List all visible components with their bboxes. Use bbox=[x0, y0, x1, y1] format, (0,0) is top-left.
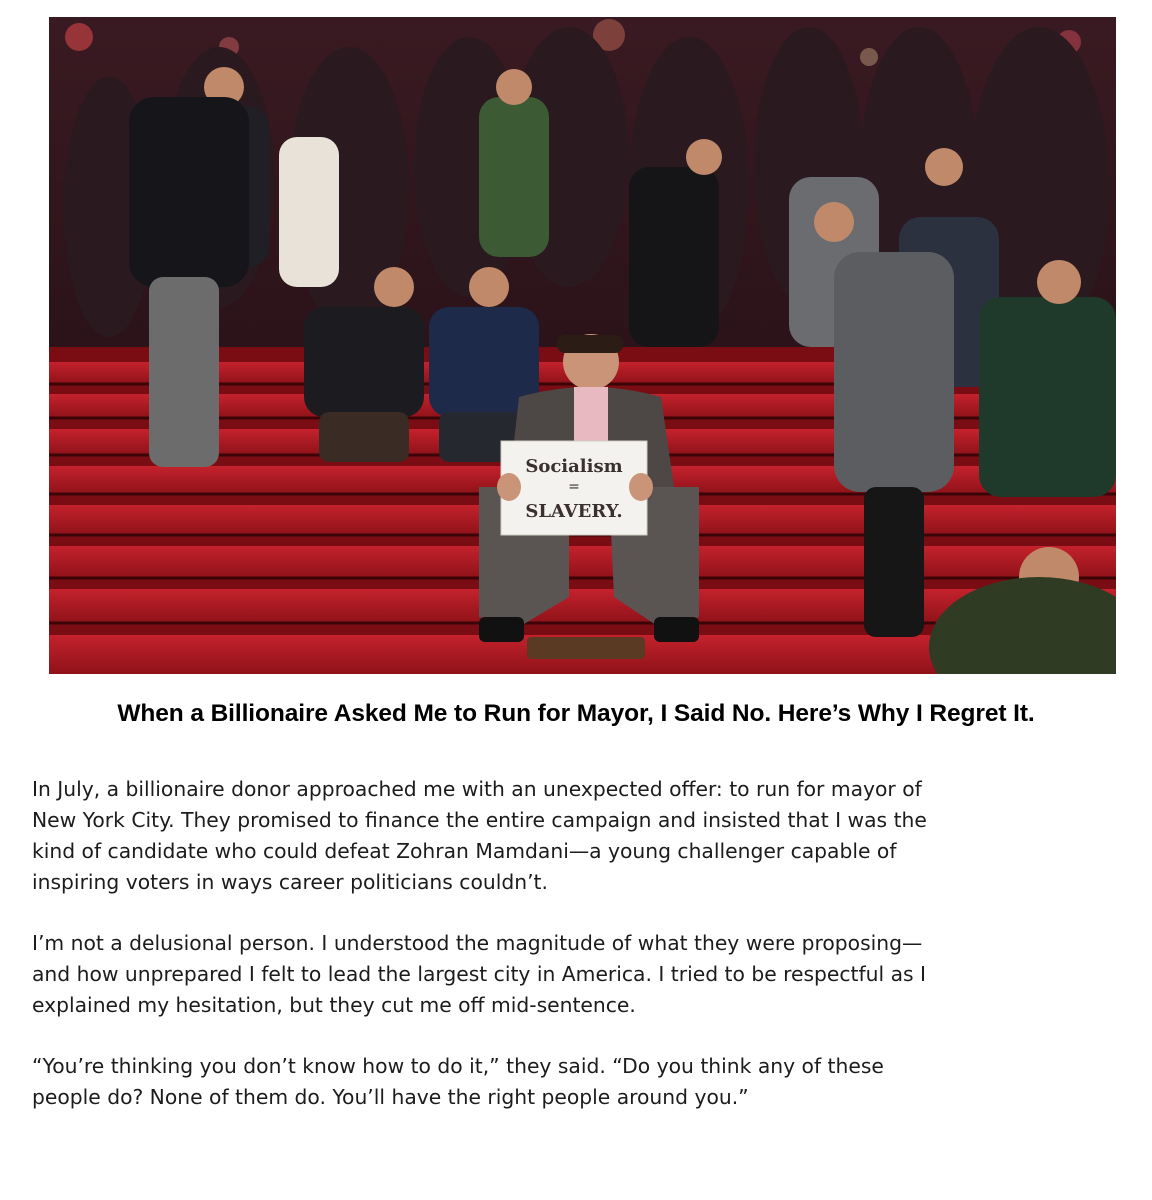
paragraph-line: I’m not a delusional person. I understood the magnitude of what they were proposing— bbox=[32, 931, 923, 955]
paragraph-line: people do? None of them do. You’ll have the right people around you.” bbox=[32, 1085, 749, 1109]
article-paragraph bbox=[32, 774, 1137, 898]
article-paragraph bbox=[32, 928, 1137, 1021]
paragraph-line: New York City. They promised to finance the entire campaign and insisted that I was the bbox=[32, 808, 927, 832]
paragraph-line: explained my hesitation, but they cut me off mid-sentence. bbox=[32, 993, 636, 1017]
sign-line2: SLAVERY. bbox=[525, 501, 623, 522]
article-paragraph bbox=[32, 1051, 1137, 1113]
sign-divider: = bbox=[568, 479, 580, 495]
times-square-steps-photo bbox=[49, 17, 1116, 674]
article-body bbox=[32, 774, 1137, 1143]
sign-line1: Socialism bbox=[525, 456, 623, 477]
paragraph-line: and how unprepared I felt to lead the largest city in America. I tried to be respectful as I bbox=[32, 962, 927, 986]
paragraph-line: In July, a billionaire donor approached me with an unexpected offer: to run for mayor of bbox=[32, 777, 922, 801]
article-photo bbox=[49, 17, 1116, 674]
article-headline: When a Billionaire Asked Me to Run for Mayor, I Said No. Here’s Why I Regret It. bbox=[117, 700, 1035, 727]
paragraph-line: kind of candidate who could defeat Zohran Mamdani—a young challenger capable of bbox=[32, 839, 897, 863]
protest-sign bbox=[497, 441, 653, 535]
paragraph-line: “You’re thinking you don’t know how to do it,” they said. “Do you think any of these bbox=[32, 1054, 884, 1078]
paragraph-line: inspiring voters in ways career politicians couldn’t. bbox=[32, 870, 548, 894]
